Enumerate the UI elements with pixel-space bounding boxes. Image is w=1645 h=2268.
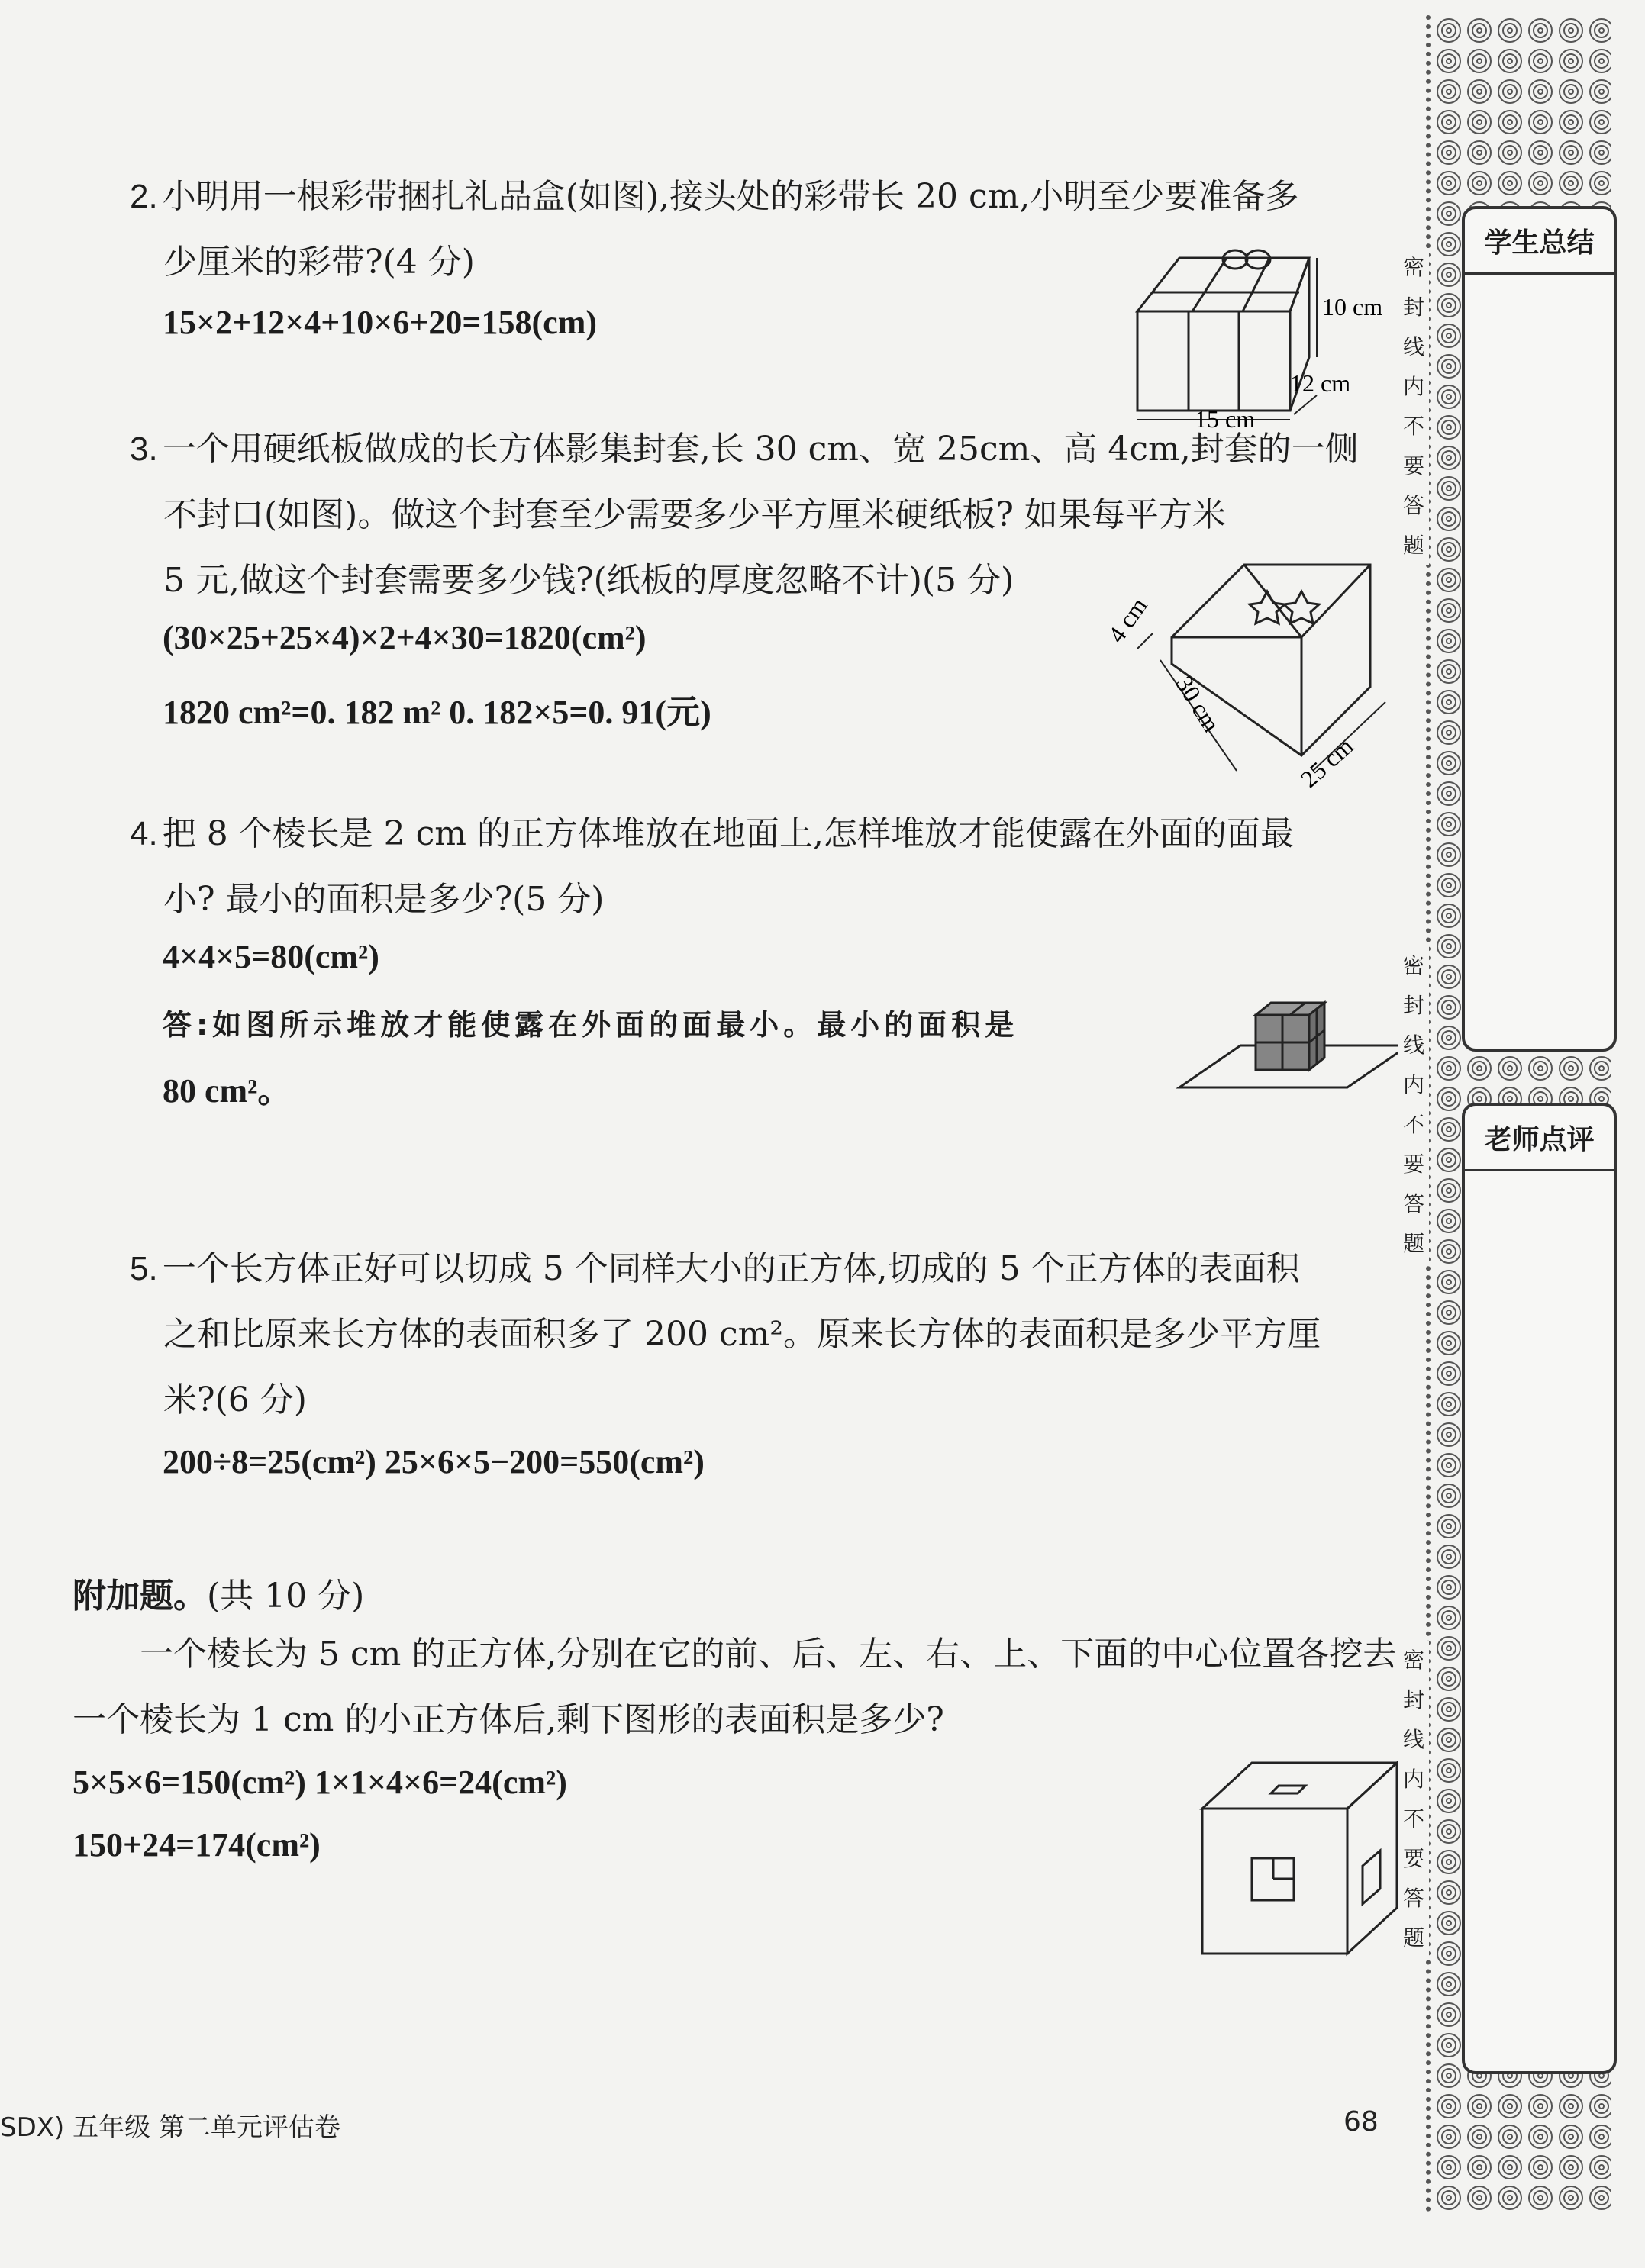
extra-question bbox=[73, 1622, 1401, 1753]
page-number: 68 bbox=[1343, 2106, 1379, 2138]
question-text-line: 一个用硬纸板做成的长方体影集封套,长 30 cm、宽 25cm、高 4cm,封套的一侧 bbox=[162, 430, 1359, 469]
answer-q5: 200÷8=25(cm²) 25×6×5−200=550(cm²) bbox=[163, 1443, 705, 1480]
answer-q4-line-1: 4×4×5=80(cm²) bbox=[163, 938, 379, 975]
question-text-line: 少厘米的彩带?(4 分) bbox=[163, 243, 475, 282]
question-text-line: 不封口(如图)。做这个封套至少需要多少平方厘米硬纸板? 如果每平方米 bbox=[163, 495, 1226, 534]
question-4 bbox=[130, 801, 1397, 933]
question-5 bbox=[130, 1236, 1397, 1433]
question-text-line: 之和比原来长方体的表面积多了 200 cm²。原来长方体的表面积是多少平方厘 bbox=[163, 1315, 1321, 1354]
student-summary-panel bbox=[1462, 206, 1617, 1052]
answer-extra-line-1: 5×5×6=150(cm²) 1×1×4×6=24(cm²) bbox=[73, 1764, 567, 1801]
seal-text: 密 封 线 内 不 要 答 题 bbox=[1398, 248, 1429, 565]
answer-q4-line-3: 80 cm²。 bbox=[163, 1072, 292, 1110]
question-text-line: 一个长方体正好可以切成 5 个同样大小的正方体,切成的 5 个正方体的表面积 bbox=[162, 1249, 1300, 1288]
answer-q3-line-1: (30×25+25×4)×2+4×30=1820(cm²) bbox=[163, 619, 647, 656]
figure-label-height: 4 cm bbox=[1102, 592, 1153, 648]
footer-book-info: SDX) 五年级 第二单元评估卷 bbox=[0, 2112, 340, 2143]
answer-q4-line-2: 答:如图所示堆放才能使露在外面的面最小。最小的面积是 bbox=[163, 1008, 1019, 1042]
question-number: 5. bbox=[130, 1250, 158, 1287]
figure-label-width: 25 cm bbox=[1295, 732, 1359, 793]
answer-extra-line-2: 150+24=174(cm²) bbox=[73, 1826, 321, 1864]
question-text-line: 小? 最小的面积是多少?(5 分) bbox=[163, 880, 605, 919]
seal-text: 密 封 线 内 不 要 答 题 bbox=[1398, 1641, 1429, 1958]
question-text-line: 米?(6 分) bbox=[163, 1380, 307, 1419]
question-number: 4. bbox=[130, 815, 158, 852]
figure-label-length: 30 cm bbox=[1170, 671, 1226, 737]
seal-text: 密 封 线 内 不 要 答 题 bbox=[1398, 946, 1429, 1264]
answer-q3-line-2: 1820 cm²=0. 182 m² 0. 182×5=0. 91(元) bbox=[163, 694, 711, 731]
panel-title: 老师点评 bbox=[1465, 1106, 1614, 1171]
teacher-comment-panel bbox=[1462, 1103, 1617, 2074]
gift-box-figure bbox=[1122, 243, 1412, 433]
hollowed-cube-figure bbox=[1198, 1755, 1412, 1961]
extra-question-title: 附加题。(共 10 分) bbox=[73, 1577, 365, 1616]
album-cover-figure bbox=[1102, 549, 1416, 801]
question-text-line: 把 8 个棱长是 2 cm 的正方体堆放在地面上,怎样堆放才能使露在外面的面最 bbox=[162, 814, 1294, 853]
question-text-line: 小明用一根彩带捆扎礼品盒(如图),接头处的彩带长 20 cm,小明至少要准备多 bbox=[162, 177, 1299, 216]
question-number: 3. bbox=[130, 430, 158, 468]
figure-label-width: 15 cm bbox=[1195, 405, 1256, 433]
question-text-line: 5 元,做这个封套需要多少钱?(纸板的厚度忽略不计)(5 分) bbox=[163, 561, 1014, 600]
figure-label-depth: 12 cm bbox=[1290, 369, 1351, 397]
stacked-cubes-figure bbox=[1179, 992, 1416, 1099]
question-text-line: 一个棱长为 5 cm 的正方体,分别在它的前、后、左、右、上、下面的中心位置各挖去 bbox=[140, 1635, 1397, 1674]
question-number: 2. bbox=[130, 178, 158, 215]
panel-title: 学生总结 bbox=[1465, 209, 1614, 275]
answer-q2: 15×2+12×4+10×6+20=158(cm) bbox=[163, 304, 597, 341]
question-text-line: 一个棱长为 1 cm 的小正方体后,剩下图形的表面积是多少? bbox=[73, 1700, 944, 1739]
figure-label-height: 10 cm bbox=[1322, 293, 1383, 321]
